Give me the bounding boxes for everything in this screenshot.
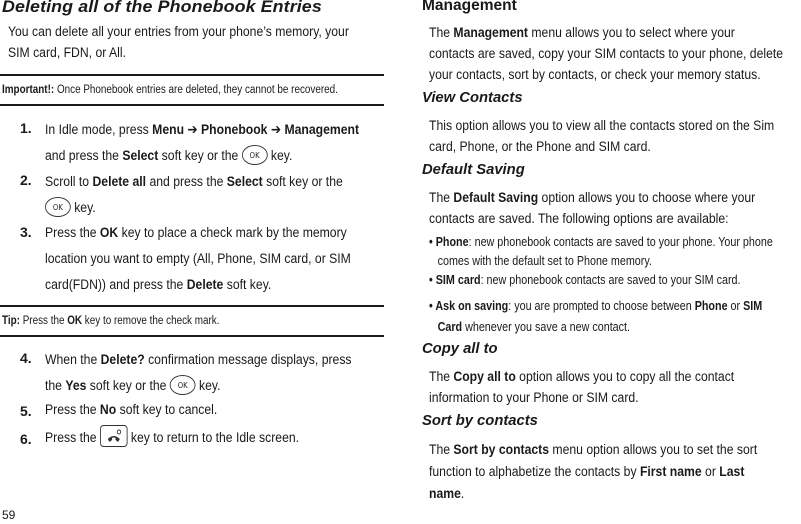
step-number: 4. xyxy=(20,350,32,366)
divider xyxy=(0,305,384,307)
tip-note: Tip: Press the OK key to remove the check mark. xyxy=(2,315,220,327)
copy-all-paragraph: The Copy all to option allows you to copy all the contact information to your Phone or SIM card. xyxy=(429,369,735,406)
subheading-view-contacts: View Contacts xyxy=(422,90,523,106)
step-number: 1. xyxy=(20,120,32,136)
divider xyxy=(0,104,384,106)
view-contacts-paragraph: This option allows you to view all the contacts stored on the Sim card, Phone, or the Phone and SIM card. xyxy=(429,118,775,155)
step-number: 2. xyxy=(20,172,32,188)
step-5: Press the No soft key to cancel. xyxy=(45,402,218,418)
step-3: Press the OK key to place a check mark by the memory location you want to empty (All, Phone, SIM card, or SIM card(FDN)) and press the Delete soft key. xyxy=(45,225,351,293)
default-saving-paragraph: The Default Saving option allows you to choose where your contacts are saved. The following options are available: xyxy=(429,190,756,227)
step-number: 6. xyxy=(20,431,32,447)
bullet-sim-card: • SIM card: new phonebook contacts are saved to your SIM card. xyxy=(429,273,741,287)
important-note: Important!: Once Phonebook entries are deleted, they cannot be recovered. xyxy=(2,84,338,96)
step-number: 5. xyxy=(20,403,32,419)
section-heading-deleting: Deleting all of the Phonebook Entries xyxy=(2,0,322,16)
step-number: 3. xyxy=(20,224,32,240)
end-key-icon xyxy=(100,425,128,447)
subheading-default-saving: Default Saving xyxy=(422,162,525,178)
bullet-phone: • Phone: new phonebook contacts are saved to your phone. Your phone comes with the default set to Phone memory. xyxy=(429,235,773,268)
ok-key-icon: OK xyxy=(45,197,71,217)
section-heading-management: Management xyxy=(422,0,517,14)
step-6: Press the key to return to the Idle screen. xyxy=(45,427,340,449)
bullet-ask-on-saving: • Ask on saving: you are prompted to choose between Phone or SIM Card whenever you save a new contact. xyxy=(429,299,763,334)
ok-key-icon: OK xyxy=(170,375,196,395)
intro-paragraph: You can delete all your entries from your phone’s memory, your SIM card, FDN, or All. xyxy=(8,24,349,61)
step-1: In Idle mode, press Menu ➔ Phonebook ➔ Management and press the Select soft key or the OK key. xyxy=(45,122,360,164)
ok-key-icon: OK xyxy=(242,145,268,165)
management-paragraph: The Management menu allows you to select where your contacts are saved, copy your SIM contacts to your phone, delete your contacts, sort by contacts, or check your memory status. xyxy=(429,25,784,83)
step-2: Scroll to Delete all and press the Select soft key or the OK key. xyxy=(45,174,343,216)
divider xyxy=(0,74,384,76)
step-4: When the Delete? confirmation message displays, press the Yes soft key or the OK key. xyxy=(45,352,352,394)
subheading-sort-by-contacts: Sort by contacts xyxy=(422,413,538,429)
divider xyxy=(0,335,384,337)
page-number: 59 xyxy=(2,508,16,522)
sort-paragraph: The Sort by contacts menu option allows you to set the sort function to alphabetize the contacts by First name or Last name. xyxy=(429,442,758,502)
subheading-copy-all-to: Copy all to xyxy=(422,341,498,357)
